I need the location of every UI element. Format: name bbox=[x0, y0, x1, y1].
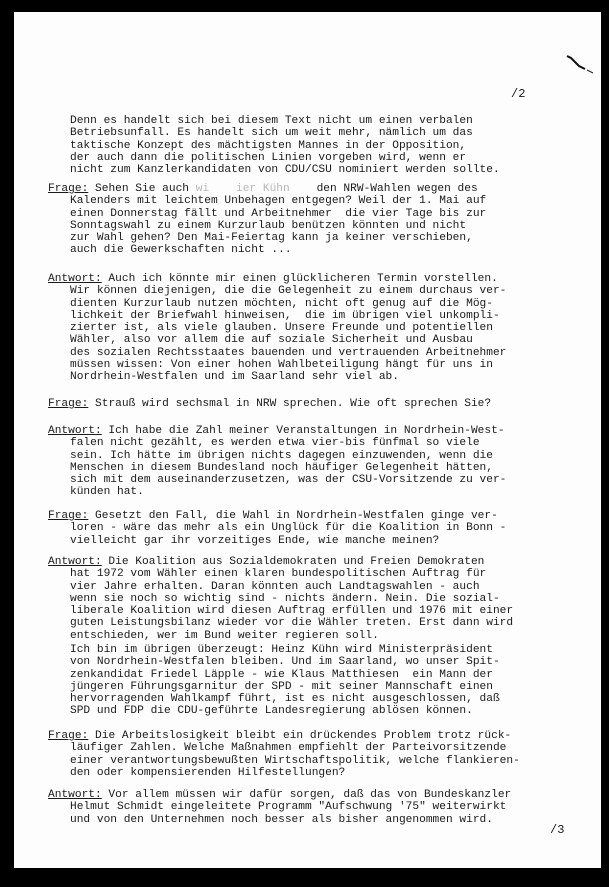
text-line: und von den Unternehmen noch besser als bisher angenommen wird. bbox=[70, 813, 493, 826]
question-4: Frage: Die Arbeitslosigkeit bleibt ein drückendes Problem trotz rück- läufiger Zahlen. Welche Maßnahmen empfiehlt der Parteivorsitzende einer verantwortungsbewußten Wirtschaftspolitik, welche flankieren- den oder kompensierenden Hilfestellungen? bbox=[48, 730, 588, 779]
text-line: Helmut Schmidt eingeleitete Programm "Aufschwung '75" weiterwirkt bbox=[70, 801, 507, 814]
answer-label: Antwort: bbox=[48, 556, 102, 568]
question-label: Frage: bbox=[48, 398, 89, 410]
text-line: von Nordrhein-Westfalen bleiben. Und im Saarland, wo unser Spit- bbox=[70, 656, 500, 669]
question-1: Frage: Sehen Sie auch wi ier Kühn den NRW-Wahlen wegen des Kalenders mit leichtem Unbehagen entgegen? Weil der 1. Mai auf einen Donnerstag fällt und Arbeitnehmer die vier Tage bis zur Sonntagswahl zu einem Kurzurlaub benützen könnten und nicht zur Wahl gehen? Den Mai-Feiertag kann ja keiner verschieben, auch die Gewerkschaften nicht ... bbox=[48, 183, 588, 257]
answer-label: Antwort: bbox=[48, 425, 102, 437]
text-line: Nordrhein-Westfalen und im Saarland sehr viel ab. bbox=[70, 371, 399, 384]
text-line: Wir können diejenigen, die die Gelegenheit zu einem durchaus ver- bbox=[70, 285, 507, 298]
question-3: Frage: Gesetzt den Fall, die Wahl in Nordrhein-Westfalen ginge ver- loren - wäre das mehr als ein Unglück für die Koalition in Bonn - vielleicht gar ihr vorzeitiges Ende, wie manche meinen? bbox=[48, 510, 588, 547]
text-line: zur Wahl gehen? Den Mai-Feiertag kann ja keiner verschieben, bbox=[70, 232, 473, 245]
text-line: sein. Ich hätte im übrigen nichts dagegen einzuwenden, wenn die bbox=[70, 449, 493, 462]
text-line: zenkandidat Friedel Läpple - wie Klaus Matthiesen ein Mann der bbox=[70, 668, 493, 681]
text-line: sich mit dem auseinanderzusetzen, was der CSU-Vorsitzende zu ver- bbox=[70, 474, 507, 487]
answer-1: Antwort: Auch ich könnte mir einen glücklicheren Termin vorstellen. Wir können diejenigen, die die Gelegenheit zu einem durchaus ver- dienten Kurzurlaub nutzen möchten, nicht oft genug auf die Mög- lichkeit der Briefwahl hinweisen, die im übrigen viel unkompli- zierter ist, als viele glauben. Unsere Freunde und potentiellen Wähler, also vor allem die auf soziale Sicherheit und Ausbau des sozialen Rechtsstaates bauenden und vertrauenden Arbeitnehmer müssen wissen: Von einer hohen Wahlbeteiligung hängt für uns in Nordrhein-Westfalen und im Saarland sehr viel ab. bbox=[48, 273, 588, 384]
text-line: lichkeit der Briefwahl hinweisen, die im übrigen viel unkompli- bbox=[70, 309, 500, 322]
pen-mark-icon bbox=[565, 54, 595, 74]
text-line: SPD und FDP die CDU-geführte Landesregierung ablösen können. bbox=[70, 705, 473, 718]
text-line: wenn sie noch so wichtig sind - nichts ändern. Nein. Die sozial- bbox=[70, 592, 500, 605]
text-line: auch die Gewerkschaften nicht ... bbox=[70, 244, 292, 257]
text-line: Wähler, also vor allem die auf soziale Sicherheit und Ausbau bbox=[70, 334, 473, 347]
text-line: des sozialen Rechtsstaates bauenden und vertrauenden Arbeitnehmer bbox=[70, 346, 507, 359]
text-line: Sonntagswahl zu einem Kurzurlaub benützen könnten und nicht bbox=[70, 219, 467, 232]
faded-text: wi ier Kühn bbox=[195, 183, 290, 195]
question-label: Frage: bbox=[48, 183, 89, 195]
text-line: liberale Koalition wird diesen Auftrag erfüllen und 1976 mit einer bbox=[70, 605, 514, 618]
page-number-top: /2 bbox=[511, 87, 526, 101]
answer-3-paragraph-2 bbox=[48, 644, 588, 718]
text-line: dienten Kurzurlaub nutzen möchten, nicht oft genug auf die Mög- bbox=[70, 297, 493, 310]
text-line: jüngeren Führungsgarnitur der SPD - mit seiner Mannschaft einen bbox=[70, 680, 493, 693]
text-line: Kalenders mit leichtem Unbehagen entgegen? Weil der 1. Mai auf bbox=[70, 195, 487, 208]
answer-2: Antwort: Ich habe die Zahl meiner Veranstaltungen in Nordrhein-West- falen nicht gezählt, es werden etwa vier-bis fünfmal so viele sein. Ich hätte im übrigen nichts dagegen einzuwenden, wenn die Menschen in diesem Bundesland noch häufiger Gelegenheit hätten, sich mit dem auseinanderzusetzen, was der CSU-Vorsitzende zu ver- künden hat. bbox=[48, 425, 588, 511]
text-line: Betriebsunfall. Es handelt sich um weit mehr, nämlich um das bbox=[70, 127, 473, 140]
text-line: entschieden, wer im Bund weiter regieren soll. bbox=[70, 629, 379, 642]
text-line: Denn es handelt sich bei diesem Text nicht um einen verbalen bbox=[70, 115, 473, 127]
text-line: hat 1972 vom Wähler einen klaren bundespolitischen Auftrag für bbox=[70, 568, 487, 581]
text-line: zierter ist, als viele glauben. Unsere Freunde und potentiellen bbox=[70, 322, 493, 335]
text-line: den oder kompensierenden Hilfestellungen? bbox=[70, 766, 346, 779]
text-line: Ich bin im übrigen überzeugt: Heinz Kühn wird Ministerpräsident bbox=[70, 644, 493, 656]
typewritten-interview bbox=[14, 12, 601, 868]
question-2: Frage: Strauß wird sechsmal in NRW sprechen. Wie oft sprechen Sie? bbox=[48, 398, 492, 410]
text-line: hervorragenden Wahlkampf führt, ist es nicht ausgeschlossen, daß bbox=[70, 693, 500, 706]
text-line: einen Donnerstag fällt und Arbeitnehmer die vier Tage bis zur bbox=[70, 207, 487, 220]
question-label: Frage: bbox=[48, 730, 89, 742]
text-line: falen nicht gezählt, es werden etwa vier-bis fünfmal so viele bbox=[70, 437, 480, 450]
text-line: müssen wissen: Von einer hohen Wahlbeteiligung hängt für uns in bbox=[70, 359, 493, 372]
document-page bbox=[14, 12, 601, 868]
text-line: vielleicht gar ihr vorzeitiges Ende, wie manche meinen? bbox=[70, 534, 440, 547]
text-line: loren - wäre das mehr als ein Unglück für die Koalition in Bonn - bbox=[70, 522, 507, 535]
text-line: künden hat. bbox=[70, 486, 144, 499]
intro-paragraph bbox=[48, 115, 588, 176]
text-line: läufiger Zahlen. Welche Maßnahmen empfiehlt der Parteivorsitzende bbox=[70, 742, 507, 755]
text-line: guten Leistungsbilanz wieder vor die Wähler treten. Erst dann wird bbox=[70, 617, 514, 630]
question-label: Frage: bbox=[48, 510, 89, 522]
text-line: nicht zum Kanzlerkandidaten von CDU/CSU nominiert werden sollte. bbox=[70, 164, 500, 177]
text-line: der auch dann die politischen Linien vorgeben wird, wenn er bbox=[70, 151, 467, 164]
text-line: einer verantwortungsbewußten Wirtschaftspolitik, welche flankieren- bbox=[70, 754, 520, 767]
text-line: vier Jahre erhalten. Daran könnten auch Landtagswahlen - auch bbox=[70, 580, 480, 593]
text-line: Menschen in diesem Bundesland noch häufiger Gelegenheit hätten, bbox=[70, 461, 493, 474]
answer-4: Antwort: Vor allem müssen wir dafür sorgen, daß das von Bundeskanzler Helmut Schmidt eingeleitete Programm "Aufschwung '75" weiterwirkt und von den Unternehmen noch besser als bisher angenommen wird. bbox=[48, 789, 588, 826]
text-line: taktische Konzept des mächtigsten Mannes in der Opposition, bbox=[70, 139, 467, 152]
answer-label: Antwort: bbox=[48, 789, 102, 801]
answer-label: Antwort: bbox=[48, 273, 102, 285]
page-number-bottom: /3 bbox=[550, 823, 565, 837]
answer-3: Antwort: Die Koalition aus Sozialdemokraten und Freien Demokraten hat 1972 vom Wähler einen klaren bundespolitischen Auftrag für vier Jahre erhalten. Daran könnten auch Landtagswahlen - auch wenn sie noch so wichtig sind - nichts ändern. Nein. Die sozial- liberale Koalition wird diesen Auftrag erfüllen und 1976 mit einer guten Leistungsbilanz wieder vor die Wähler treten. Erst dann wird entschieden, wer im Bund weiter regieren soll. bbox=[48, 556, 588, 642]
